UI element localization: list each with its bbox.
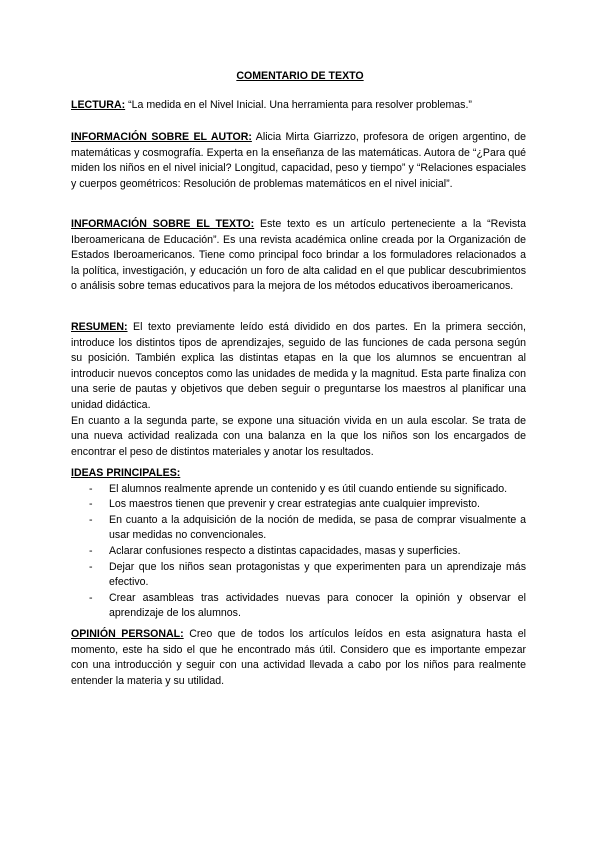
autor-text: Alicia Mirta Giarrizzo, profesora de origen argentino, de matemáticas y cosmografía. Experta en la enseñanza de las matemáticas. Autora de “¿Para qué miden los niños en el nivel inicial? Longitud, capacidad, peso y tiempo” y “Relaciones espaciales y cuerpos geométricos: Resolución de problemas matemáticos en el nivel inicial”.	[71, 131, 527, 190]
opinion-label: OPINIÓN PERSONAL:	[71, 628, 184, 640]
section-lectura	[71, 98, 526, 114]
section-resumen	[71, 320, 526, 460]
idea-text: En cuanto a la adquisición de la noción de medida, se pasa de comprar visualmente a usar medidas no convencionales.	[109, 513, 526, 542]
bullet-dash: -	[89, 544, 93, 557]
texto-label: INFORMACIÓN SOBRE EL TEXTO:	[71, 218, 255, 230]
resumen-label: RESUMEN:	[71, 321, 128, 333]
section-ideas	[71, 466, 526, 622]
autor-label: INFORMACIÓN SOBRE EL AUTOR:	[71, 131, 252, 143]
list-item	[71, 544, 526, 560]
bullet-dash: -	[89, 482, 93, 495]
idea-text: Dejar que los niños sean protagonistas y que experimenten para un aprendizaje más efectivo.	[109, 560, 526, 589]
document-title: COMENTARIO DE TEXTO	[236, 70, 364, 82]
resumen-text-2: En cuanto a la segunda parte, se expone una situación vivida en un aula escolar. Se trata de una nueva actividad realizada con una balanza en la que los niños son los encargados de encontrar el peso de distintos materiales y anotar los resultados.	[71, 414, 526, 458]
opinion-text: Creo que de todos los artículos leídos en esta asignatura hasta el momento, este ha sido el que he encontrado más útil. Considero que es importante empezar con una introducción y seguir con una actividad llevada a cabo por los niños para realmente entender la materia y su utilidad.	[71, 628, 526, 687]
idea-text: El alumnos realmente aprende un contenido y es útil cuando entiende su significado.	[109, 482, 508, 495]
lectura-label: LECTURA:	[71, 99, 126, 111]
idea-text: Los maestros tienen que prevenir y crear estrategias ante cualquier imprevisto.	[109, 498, 480, 511]
bullet-dash: -	[89, 513, 93, 526]
texto-text: Este texto es un artículo perteneciente a la “Revista Iberoamericana de Educación”. Es una revista académica online creada por la Organización de Estados Iberoamericanos. Tiene como principal foco brindar a los formuladores relacionados a la política, investigación, y educación un foro de alta calidad en el que publicar descubrimientos o análisis sobre temas educativos para la mejora de los métodos educativos iberoamericanos.	[71, 218, 526, 293]
bullet-dash: -	[89, 560, 93, 573]
section-autor	[71, 130, 526, 192]
ideas-label: IDEAS PRINCIPALES:	[71, 467, 181, 479]
resumen-text-1: El texto previamente leído está dividido en dos partes. En la primera sección, introduce los distintos tipos de aprendizajes, seguido de las funciones de cada persona según su posición. También explica las distintas etapas en la que los alumnos se encuentran al introducir nuevos conceptos como las unidades de medida y la magnitud. Esta parte finaliza con una serie de pautas y objetivos que deben seguir o preguntarse los maestros al planificar una unidad didáctica.	[71, 321, 526, 411]
bullet-dash: -	[89, 591, 93, 604]
list-item	[71, 482, 526, 498]
idea-text: Crear asambleas tras actividades nuevas para conocer la opinión y observar el aprendizaje de los alumnos.	[109, 591, 526, 620]
list-item	[71, 513, 526, 544]
list-item	[71, 591, 526, 622]
ideas-list	[71, 482, 526, 622]
list-item	[71, 497, 526, 513]
idea-text: Aclarar confusiones respecto a distintas capacidades, masas y superficies.	[109, 544, 461, 557]
lectura-text: “La medida en el Nivel Inicial. Una herramienta para resolver problemas.”	[125, 99, 472, 111]
section-texto	[71, 217, 526, 295]
section-opinion	[71, 627, 526, 689]
bullet-dash: -	[89, 498, 93, 511]
list-item	[71, 560, 526, 591]
